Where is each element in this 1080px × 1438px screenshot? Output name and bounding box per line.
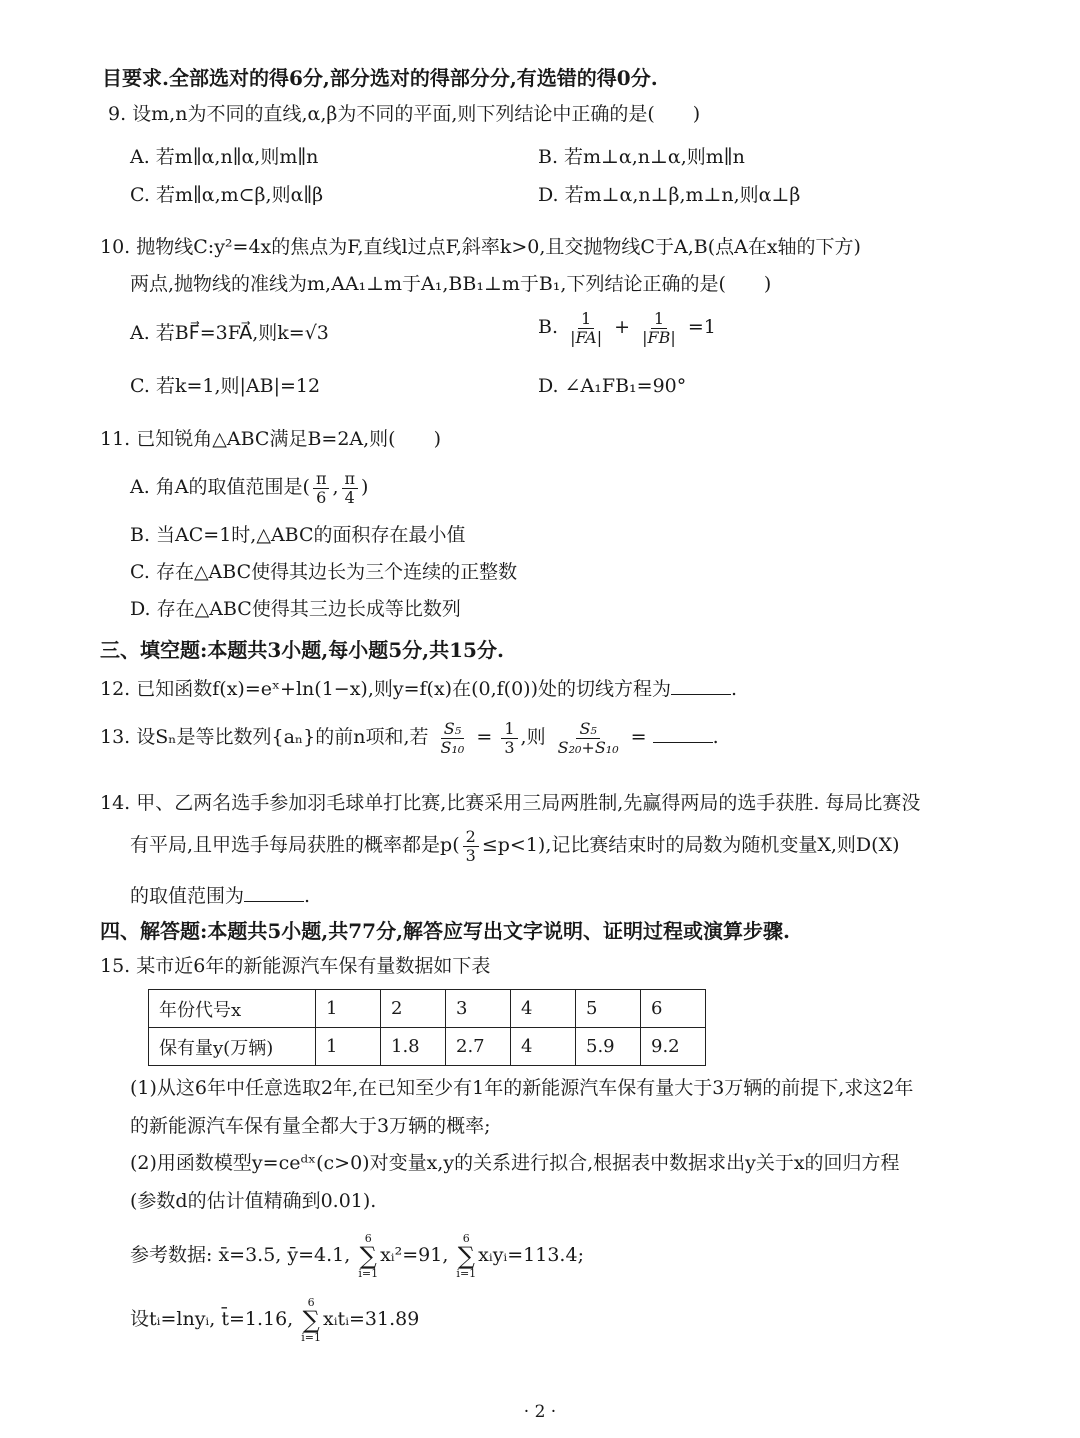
question-14-line2 (130, 828, 900, 864)
question-11-option-d: D. 存在△ABC使得其三边长成等比数列 (130, 598, 461, 620)
question-14-text-cont: ≤p<1),记比赛结束时的局数为随机变量X,则D(X) (481, 834, 900, 857)
fraction-denominator: S₂₀+S₁₀ (557, 737, 619, 757)
instruction-note: 目要求.全部选对的得6分,部分选对的得部分分,有选错的得0分. (102, 66, 658, 90)
question-9-option-b: B. 若m⊥α,n⊥α,则m∥n (538, 146, 745, 168)
sum-of-products: xᵢyᵢ=113.4; (478, 1244, 584, 1266)
equation-rhs: =1 (687, 316, 716, 339)
question-14-line1: 14. 甲、乙两名选手参加羽毛球单打比赛,比赛采用三局两胜制,先赢得两局的选手获胜. 每局比赛没 (100, 792, 921, 814)
fraction-denominator: 3 (504, 737, 515, 757)
equals-sign: = (630, 726, 647, 749)
fraction-numerator: 1 (501, 720, 517, 739)
question-10-option-b: B. $\frac{1}{|FA|}$ + $\frac{1}{|FB|}$ =1 (538, 309, 716, 347)
question-11-option-a: A. 角A的取值范围是( $\frac{\pi}{6}$ , $\frac{\pi}{4}$ ) (130, 469, 369, 507)
question-14-line3 (130, 883, 310, 908)
table-cell: 5.9 (576, 1028, 641, 1066)
reference-data-text: 参考数据: x̄=3.5, ȳ=4.1, (130, 1244, 351, 1266)
question-9-option-a: A. 若m∥α,n∥α,则m∥n (130, 146, 319, 168)
question-9-option-c: C. 若m∥α,m⊂β,则α∥β (130, 184, 324, 206)
fraction-numerator: 1 (578, 310, 594, 329)
table-cell: 2 (381, 990, 446, 1028)
sum-lower-limit: i=1 (456, 1267, 477, 1280)
page-number: · 2 · (523, 1402, 557, 1422)
sum-upper-limit: 6 (462, 1232, 470, 1245)
sum-x-t: xᵢtᵢ=31.89 (323, 1308, 420, 1330)
option-a-text: A. 角A的取值范围是( (130, 476, 310, 499)
fraction-numerator: π (342, 470, 359, 489)
question-9-stem: 9. 设m,n为不同的直线,α,β为不同的平面,则下列结论中正确的是( ) (108, 103, 701, 125)
table-cell: 4 (511, 1028, 576, 1066)
fraction-1-over-fb (639, 310, 679, 346)
fraction-2-over-3 (463, 828, 479, 864)
question-11-stem: 11. 已知锐角△ABC满足B=2A,则( ) (100, 428, 441, 450)
fraction-numerator: S₅ (576, 720, 599, 739)
question-12-text: 12. 已知函数f(x)=eˣ+ln(1−x),则y=f(x)在(0,f(0))处的切线方程为 (100, 678, 671, 700)
fraction-pi-over-6 (313, 470, 330, 506)
question-11-option-c: C. 存在△ABC使得其边长为三个连续的正整数 (130, 561, 518, 583)
fraction-s5-over-s10 (438, 720, 468, 756)
table-cell: 1 (316, 990, 381, 1028)
question-11-option-b: B. 当AC=1时,△ABC的面积存在最小值 (130, 524, 466, 546)
question-10-option-c: C. 若k=1,则|AB|=12 (130, 375, 321, 397)
summation-symbol: 6 ∑ i=1 (301, 1296, 322, 1344)
question-10-stem-line2: 两点,抛物线的准线为m,AA₁⊥m于A₁,BB₁⊥m于B₁,下列结论正确的是( ) (130, 273, 772, 295)
fraction-numerator: S₅ (441, 720, 464, 739)
fraction-denominator: 4 (344, 487, 355, 507)
table-cell: 1 (316, 1028, 381, 1066)
answer-blank (244, 883, 304, 902)
section-3-heading: 三、填空题:本题共3小题,每小题5分,共15分. (100, 638, 504, 662)
period: . (304, 885, 311, 907)
then-text: ,则 (520, 726, 546, 749)
fraction-numerator: 2 (463, 828, 479, 847)
sum-upper-limit: 6 (364, 1232, 372, 1245)
table-cell: 3 (446, 990, 511, 1028)
sum-of-squares: xᵢ²=91, (380, 1244, 449, 1266)
sum-upper-limit: 6 (307, 1296, 315, 1309)
fraction-1-over-3 (501, 720, 517, 756)
question-14-text-end: 的取值范围为 (130, 885, 245, 907)
question-13 (100, 720, 719, 756)
fraction-1-over-fa (567, 310, 605, 346)
table-row-header: 年份代号x (149, 990, 316, 1028)
question-9-option-d: D. 若m⊥α,n⊥β,m⊥n,则α⊥β (538, 184, 801, 206)
fraction-denominator: 3 (465, 845, 476, 865)
equals-sign: = (476, 726, 493, 749)
table-row (149, 1028, 706, 1066)
sum-lower-limit: i=1 (301, 1331, 322, 1344)
summation-symbol: 6 ∑ i=1 (456, 1232, 477, 1280)
question-15-stem: 15. 某市近6年的新能源汽车保有量数据如下表 (100, 955, 491, 977)
table-cell: 4 (511, 990, 576, 1028)
question-13-text: 13. 设Sₙ是等比数列{aₙ}的前n项和,若 (100, 726, 429, 749)
question-10-option-a: A. 若BF⃗=3FA⃗,则k=√3 (130, 322, 329, 344)
question-14-text: 有平局,且甲选手每局获胜的概率都是p( (130, 834, 460, 857)
table-row-header: 保有量y(万辆) (149, 1028, 316, 1066)
reference-data (130, 1233, 584, 1279)
table-cell: 6 (641, 990, 706, 1028)
fraction-numerator: π (313, 470, 330, 489)
fraction-s5-over-sum (555, 720, 622, 756)
question-12 (100, 676, 737, 701)
question-10-stem-line1: 10. 抛物线C:y²=4x的焦点为F,直线l过点F,斜率k>0,且交抛物线C于A,B(点A在x轴的下方) (100, 236, 861, 258)
period: . (731, 678, 738, 700)
table-cell: 2.7 (446, 1028, 511, 1066)
substitution-data (130, 1297, 419, 1343)
option-b-label: B. (538, 316, 559, 339)
closing-paren: ) (361, 476, 369, 499)
question-15-part2-line2: (参数d的估计值精确到0.01). (130, 1190, 377, 1212)
question-15-part1-line2: 的新能源汽车保有量全都大于3万辆的概率; (130, 1115, 491, 1137)
table-cell: 1.8 (381, 1028, 446, 1066)
table-cell: 5 (576, 990, 641, 1028)
question-15-part2-line1: (2)用函数模型y=ceᵈˣ(c>0)对变量x,y的关系进行拟合,根据表中数据求出y关于x的回归方程 (130, 1152, 900, 1174)
substitution-text: 设tᵢ=lnyᵢ, t̄=1.16, (130, 1308, 294, 1330)
sum-lower-limit: i=1 (358, 1267, 379, 1280)
question-10-option-d: D. ∠A₁FB₁=90° (538, 375, 687, 397)
fraction-denominator: |FB| (642, 327, 676, 347)
question-15-part1-line1: (1)从这6年中任意选取2年,在已知至少有1年的新能源汽车保有量大于3万辆的前提下,求这2年 (130, 1077, 914, 1099)
table-row (149, 990, 706, 1028)
fraction-numerator: 1 (651, 310, 667, 329)
fraction-denominator: 6 (316, 487, 327, 507)
fraction-denominator: S₁₀ (440, 737, 465, 757)
fraction-pi-over-4 (342, 470, 359, 506)
answer-blank (671, 676, 731, 695)
period: . (712, 726, 719, 749)
answer-blank (653, 724, 713, 743)
section-4-heading: 四、解答题:本题共5小题,共77分,解答应写出文字说明、证明过程或演算步骤. (100, 919, 791, 943)
fraction-denominator: |FA| (570, 327, 603, 347)
summation-symbol: 6 ∑ i=1 (358, 1232, 379, 1280)
data-table (148, 989, 706, 1066)
table-cell: 9.2 (641, 1028, 706, 1066)
